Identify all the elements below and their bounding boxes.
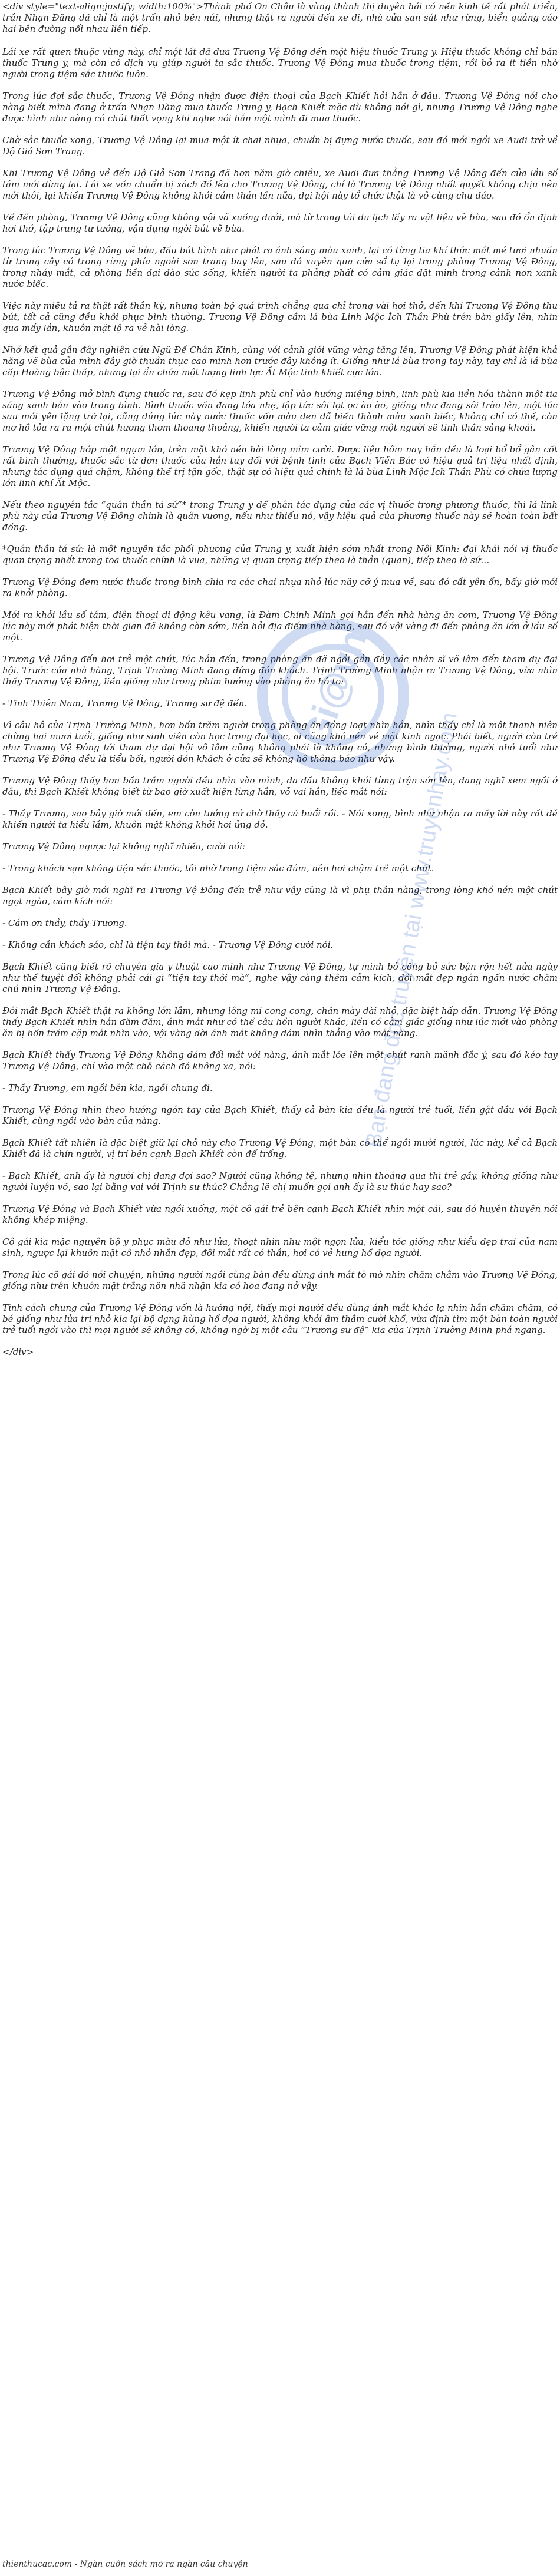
watermark-vertical-text: Bạn đang đọc truyện tại www.truyenhay.com	[361, 710, 462, 1150]
article-paragraph: *Quân thần tá sứ: là một nguyên tắc phối phương của Trung y, xuất hiện sớm nhất trong Nội Kinh: đại khái nói vị thuốc quan trọng nhất trong toa thuốc chính là vua, những vị quan trọng tiếp theo là thần (quan), tiếp theo là sứ…	[2, 544, 558, 566]
article-paragraph: Trương Vệ Đông nhìn theo hướng ngón tay của Bạch Khiết, thấy cả bàn kia đều là người trẻ tuổi, liền gật đầu với Bạch Khiết, cùng ngồi vào bàn của nàng.	[2, 1105, 558, 1126]
article-paragraph: Vì câu hô của Trịnh Trường Minh, hơn bốn trăm người trong phòng ăn đồng loạt nhìn hắn, nhìn thấy chỉ là một thanh niên chừng hai mươi tuổi, giống như sinh viên còn học trong đại học, ai cũng khó nén vẻ mặt kinh ngạc. Phải biết, người còn trẻ như Trương Vệ Đông tới tham dự đại hội võ lâm cũng không phải là không có, nhưng bình thường, người nhỏ tuổi như Trương Vệ Đông đều là tiểu bối, người đón khách ở cửa sẽ không hô thông báo như vậy.	[2, 720, 558, 764]
article-paragraph: Việc này miêu tả ra thật rất thần kỳ, nhưng toàn bộ quá trình chẳng qua chỉ trong vài hơi thở, đến khi Trương Vệ Đông thu bút, tất cả cũng đều khôi phục bình thường. Trương Vệ Đông cầm lá bùa Linh Mộc Ích Thần Phù trên bàn giấy lên, nhìn qua mấy lần, khuôn mặt lộ ra vẻ hài lòng.	[2, 300, 558, 333]
article-paragraph: - Bạch Khiết, anh ấy là người chị đang đợi sao? Người cũng không tệ, nhưng nhìn thoáng qua thì trẻ gầy, không giống như người luyện võ, sao lại bằng vai với Trịnh sư thúc? Chẳng lẽ chị muốn gọi anh ấy là sư thúc hay sao?	[2, 1170, 558, 1192]
article-paragraph: Trương Vệ Đông ngược lại không nghĩ nhiều, cười nói:	[2, 841, 246, 852]
article-paragraph: <div style="text-align:justify; width:100%">Thành phố On Châu là vùng thành thị duyên hải có nền kinh tế rất phát triển, trần Nhạn Đăng đã chỉ là một trấn nhỏ bên núi, nhưng thật ra người đến xe đi, nhà cửa san sát như rừng, biển quảng cáo hai bên đường nối nhau liên tiếp.	[2, 1, 558, 34]
article-paragraph: Mới ra khỏi lầu số tám, điện thoại di động kêu vang, là Đàm Chính Minh gọi hắn đến nhà hàng ăn cơm, Trương Vệ Đông lúc này mới phát hiện thời gian đã không còn sớm, liền hỏi địa điểm nhà hàng, sau đó vội vàng đi đến phòng ăn lớn ở lầu số một.	[2, 610, 558, 643]
article-paragraph: Tình cách chung của Trương Vệ Đông vốn là hướng nội, thấy mọi người đều dùng ánh mắt khác lạ nhìn hắn chăm chăm, cô bé giống như lửa trí nhỏ kia lại bộ dạng hùng hổ dọa người, không khỏi âm thầm cười khổ, vừa định tìm một bàn toàn người trẻ tuổi ngồi vào thì mọi người sẽ không có, không ngờ bị một câu “Trương sư đệ” kia của Trịnh Trường Minh phá ngang.	[2, 1302, 558, 1335]
article-paragraph: Trương Vệ Đông thấy hơn bốn trăm người đều nhìn vào mình, da đầu không khỏi từng trận sởn lên, đang nghĩ xem ngồi ở đâu, thì Bạch Khiết không biết từ bao giờ xuất hiện lừng hắn, vỗ vai hắn, liếc mắt nói:	[2, 775, 558, 797]
article-paragraph: Trương Vệ Đông hớp một ngụm lớn, trên mặt khó nén hài lòng mỉm cười. Được liệu hôm nay hắn đều là loại bổ bổ gân cốt rất bình thường, thuốc sắc từ đơn thuốc của hắn tuy đối với bệnh tình của Bạch Viễn Bác có hiệu quả trị liệu nhất định, nhưng tác dụng quá chậm, không thể trị tận gốc, thật sự có hiệu quả chính là lá bùa Linh Mộc Ích Thần Phù có chứa lượng lớn linh khí Ất Mộc.	[2, 444, 558, 488]
article-paragraph: Bạch Khiết tất nhiên là đặc biệt giữ lại chỗ này cho Trương Vệ Đông, một bàn có thể ngồi mười người, lúc này, kể cả Bạch Khiết đã là chín người, vị trí bên cạnh Bạch Khiết còn để trống.	[2, 1137, 558, 1159]
article-paragraph: Đôi mắt Bạch Khiết thật ra không lớn lắm, nhưng lông mi cong cong, chân mày dài nhỏ, đặc biệt hấp dẫn. Trương Vệ Đông thấy Bạch Khiết nhìn hắn đăm đăm, ánh mắt như có thể câu hồn người khác, liền có cảm giác giống như lúc mới vào phòng ăn bị bốn trăm cặp mắt nhìn vào, vội vàng dời ánh mắt không dám nhìn thẳng vào mắt nàng.	[2, 1006, 558, 1039]
article-paragraph: Trương Vệ Đông và Bạch Khiết vừa ngồi xuống, một cô gái trẻ bên cạnh Bạch Khiết nhìn một cái, sau đó huyên thuyên nói không khép miệng.	[2, 1203, 558, 1225]
article-paragraph: Trương Vệ Đông mở bình đựng thuốc ra, sau đó kẹp linh phù chỉ vào hướng miệng bình, linh phù kia liền hóa thành một tia sáng xanh bắn vào trong bình. Bình thuốc vốn đang tỏa nhẹ, lập tức sôi lọt ọc ào ào, giống như đang sôi trào lên, một lúc sau mới yên lặng trở lại, cũng đúng lúc này nước thuốc vốn màu đen đã biến thành màu xanh biếc, không chỉ có thế, còn mơ hồ tỏa ra ra một chút hương thơm thoang thoảng, khiến người ta cảm giác vững một người sẽ tinh thần sảng khoái.	[2, 389, 558, 433]
article-paragraph: - Thầy Trương, em ngồi bên kia, ngồi chung đi.	[2, 1083, 213, 1093]
article-paragraph: Cô gái kia mặc nguyên bộ y phục màu đỏ như lửa, thoạt nhìn như một ngọn lửa, kiểu tóc giống như kiểu đẹp trai của nam sinh, ngược lại khuôn mặt cô nhỏ nhắn đẹp, đôi mắt rất có thần, hơi có vẻ hung hổ dọa người.	[2, 1236, 558, 1258]
article-paragraph: Trong lúc đợi sắc thuốc, Trương Vệ Đông nhận được điện thoại của Bạch Khiết hỏi hắn ở đâu. Trương Vệ Đông nói cho nàng biết mình đang ở trấn Nhạn Đăng mua thuốc Trung y, Bạch Khiết mặc dù không nói gì, nhưng Trương Vệ Đông nghe được hình như nàng có chút thất vọng khi nghe nói hắn một mình đi mua thuốc.	[2, 91, 558, 124]
article-paragraph: Khi Trương Vệ Đông về đến Độ Giả Sơn Trang đã hơn năm giờ chiều, xe Audi đưa thẳng Trương Vệ Đông đến cửa lầu số tám mới dừng lại. Lái xe vốn chuẩn bị xách đồ lên cho Trương Vệ Đông, chỉ là Trương Vệ Đông nhất quyết không chịu nên mới thôi, lại khiến Trương Vệ Đông không khỏi cảm thán lần nữa, đại hội này tổ chức thật là vô cùng chu đáo.	[2, 168, 558, 201]
article-paragraph: Chờ sắc thuốc xong, Trương Vệ Đông lại mua một ít chai nhựa, chuẩn bị đựng nước thuốc, sau đó mới ngồi xe Audi trở về Độ Giả Sơn Trang.	[2, 135, 558, 157]
article-paragraph: - Thầy Trương, sao bây giờ mới đến, em còn tưởng cứ chờ thầy cả buổi rồi. - Nói xong, bình như nhận ra mấy lời này rất dễ khiến người ta hiểu lầm, khuôn mặt không khỏi hơi ửng đỏ.	[2, 808, 558, 830]
article-paragraph: - Cám ơn thầy, thầy Trương.	[2, 918, 127, 928]
article-paragraph: Trương Vệ Đông đem nước thuốc trong bình chia ra các chai nhựa nhỏ lúc nãy cỡ ý mua về, sau đó cất yên ổn, bấy giờ mới ra khỏi phòng.	[2, 577, 558, 598]
article-paragraph: Trương Vệ Đông đến hơi trễ một chút, lúc hắn đến, trong phòng ăn đã ngồi gần đầy các nhân sĩ võ lâm đến tham dự đại hội. Trước cửa nhà hàng, Trịnh Trường Minh đang đứng đón khách. Trịnh Trường Minh nhận ra Trương Vệ Đông, vừa nhìn thấy Trương Vệ Đông, liền giống như trong phim hướng vào phòng ăn hô to:	[2, 654, 558, 687]
watermark-logo-text: Gi@vn	[294, 624, 375, 752]
site-footer: thienthucac.com - Ngàn cuốn sách mở ra ngàn câu chuyện	[2, 2560, 248, 2569]
article-paragraph: - Không cần khách sáo, chỉ là tiện tay thôi mà. - Trương Vệ Đông cười nói.	[2, 940, 334, 950]
article-paragraph: Trong lúc cô gái đó nói chuyện, những người ngồi cùng bàn đều dùng ánh mắt tò mò nhìn chăm chằm vào Trương Vệ Đông, giống như trên khuôn mặt trắng nõn nhã nhặn kia có hoa đang nở vậy.	[2, 1269, 558, 1291]
article-paragraph: Nếu theo nguyên tắc “quân thần tá sứ”* trong Trung y để phân tác dụng của các vị thuốc trong phương thuốc, thì lá linh phù này của Trương Vệ Đông chính là quân vương, nếu như thiếu nó, vậy hiệu quả của phương thuốc này sẽ hoàn toàn bất đồng.	[2, 500, 558, 533]
article-paragraph: </div>	[2, 1347, 34, 1357]
article-paragraph: Nhớ kết quả gần đây nghiên cứu Ngũ Đế Chân Kinh, cùng với cảnh giới vững vàng tăng lên, Trương Vệ Đông phát hiện khả năng vẽ bùa của mình đây giờ thuần thục cao minh hơn trước đây không ít. Giống như lá bùa trong tay này, tay chỉ là lá bùa cấp Hoàng bậc thấp, nhưng lại ẩn chứa một lượng linh lực Ất Mộc tinh khiết cực lớn.	[2, 345, 558, 378]
article-paragraph: Bạch Khiết cũng biết rõ chuyên gia y thuật cao minh như Trương Vệ Đông, tự mình bỏ công bỏ sức bận rộn hết nửa ngày như thế tuyệt đối không phải cái gì “tiện tay thôi mà”, nghe vậy càng thêm cảm kích, đôi mắt đẹp ngân ngấn nước chăm chú nhìn Trương Vệ Đông.	[2, 961, 558, 994]
article-paragraph: - Tinh Thiên Nam, Trương Vệ Đông, Trương sư đệ đến.	[2, 698, 248, 709]
article-paragraph: Trong lúc Trương Vệ Đông vẽ bùa, đầu bút hình như phát ra ánh sáng màu xanh, lại có từng tia khí thức mát mẻ tươi nhuần từ trong cây có trong rừng phía ngoài sơn trang bay lên, sau đó xuyên qua cửa sổ tụ lại trong phòng Trương Vệ Đông, trong nháy mắt, cả phòng liền đại đào sức sống, khiến người ta phảng phất có cảm giác đặt mình trong cảnh non xanh nước biếc.	[2, 245, 558, 289]
article-paragraph: Lái xe rất quen thuộc vùng này, chỉ một lát đã đưa Trương Vệ Đông đến một hiệu thuốc Trung y. Hiệu thuốc không chỉ bán thuốc Trung y, mà còn có dịch vụ giúp người ta sắc thuốc. Trương Vệ Đông mua thuốc trong tiệm, rồi bỏ ra ít tiền nhờ người trong tiệm sắc thuốc luôn.	[2, 47, 558, 80]
article-paragraph: - Trong khách sạn không tiện sắc thuốc, tôi nhờ trong tiệm sắc đúm, nên hơi chậm trễ một chút.	[2, 863, 434, 874]
article-paragraph: Về đến phòng, Trương Vệ Đông cũng không vội vã xuống dưới, mà từ trong túi du lịch lấy ra vật liệu vẽ bùa, sau đó ổn định hơi thở, tập trung tư tưởng, vận dụng ngòi bút vẽ bùa.	[2, 212, 558, 234]
article-paragraph: Bạch Khiết bây giờ mới nghĩ ra Trương Vệ Đông đến trễ như vậy cũng là vì phụ thân nàng, trong lòng khó nén một chút ngọt ngào, cảm kích nói:	[2, 885, 558, 907]
article-body	[2, 1, 558, 1358]
article-paragraph: Bạch Khiết thấy Trương Vệ Đông không dám đối mắt với nàng, ánh mắt lóe lên một chút ranh mãnh đắc ý, sau đó kéo tay Trương Vệ Đông, chỉ vào một chỗ cách đó không xa, nói:	[2, 1050, 558, 1072]
